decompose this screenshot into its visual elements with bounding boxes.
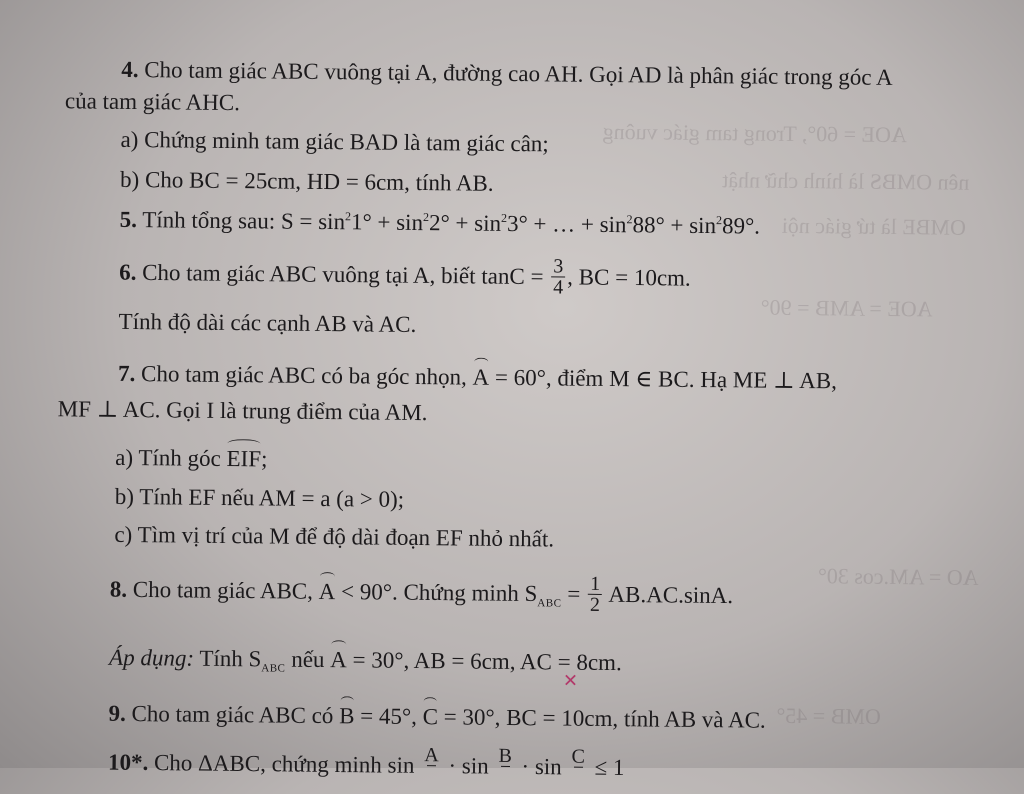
problem-text: Cho ΔABC, chứng minh sin	[153, 750, 415, 778]
problem-number: 4.	[121, 56, 139, 83]
pen-mark-icon: ✕	[562, 670, 579, 692]
show-through-text: OMBE là tứ giác nội	[781, 212, 967, 240]
problem-text: · sin	[448, 753, 489, 779]
problem-text: nếu	[291, 646, 325, 673]
problem-text: Cho tam giác ABC vuông tại A, đường cao AH. Gọi AD là phân giác trong góc A	[144, 57, 893, 90]
problem-text: Tính S	[199, 645, 262, 672]
problem-text: AB.AC.sinA.	[608, 581, 734, 609]
problem-text: của tam giác AHC.	[64, 88, 241, 116]
problem-text: Cho tam giác ABC có	[131, 701, 334, 729]
fraction-numerator: C	[571, 745, 586, 768]
problem-text: Cho tam giác ABC,	[132, 576, 314, 604]
problem-6-line-2	[118, 308, 416, 339]
problem-10	[108, 744, 625, 790]
problem-7-part-a	[115, 444, 268, 474]
problem-5	[120, 206, 761, 244]
problem-text: Tính tổng sau: S = sin	[142, 207, 346, 235]
fraction	[496, 746, 514, 787]
angle-symbol: A	[330, 647, 347, 673]
problem-7-part-b	[115, 483, 405, 514]
fraction-denominator	[573, 767, 582, 788]
term: 88° + sin	[632, 212, 717, 239]
exponent: 2	[716, 213, 723, 228]
fraction-numerator: A	[424, 744, 439, 767]
part-text: a) Tính góc	[115, 444, 221, 471]
angle-symbol: A	[318, 578, 336, 604]
problem-text: = 45°,	[360, 703, 418, 730]
part-text: b) Tính EF nếu AM = a (a > 0);	[114, 483, 405, 512]
show-through-text: AO = AM.cos 30°	[817, 563, 979, 590]
problem-text: , BC = 10cm.	[567, 264, 691, 291]
angle-symbol: B	[339, 703, 355, 729]
problem-text: · sin	[521, 753, 562, 780]
application-label: Áp dụng:	[108, 644, 195, 671]
fraction-numerator: B	[498, 744, 512, 768]
problem-number: 8.	[109, 576, 128, 602]
problem-text: Cho tam giác ABC có ba góc nhọn,	[140, 361, 467, 390]
fraction-numerator: 1	[590, 572, 601, 595]
term: 3° + … + sin	[506, 210, 627, 238]
problem-number: 10*.	[107, 749, 149, 775]
show-through-text: AOE = 60°, Trong tam giác vuông	[602, 118, 907, 148]
problem-text: Tính độ dài các cạnh AB và AC.	[118, 308, 417, 337]
show-through-text: nên OMBS là hình chữ nhật	[722, 167, 970, 195]
problem-text: = 30°, AB = 6cm, AC = 8cm.	[352, 647, 622, 676]
term: 1° + sin	[350, 209, 424, 236]
part-text: a) Chứng minh tam giác BAD là tam giác cân;	[120, 126, 549, 157]
angle-symbol: C	[422, 704, 439, 730]
fraction-denominator: 2	[589, 593, 601, 616]
angle-symbol: A	[472, 364, 490, 390]
subscript: ABC	[261, 662, 286, 675]
problem-4-line-2	[65, 87, 240, 117]
problem-4-part-a	[120, 126, 549, 158]
problem-text: = 30°, BC = 10cm, tính AB và AC.	[443, 704, 766, 733]
subscript: ABC	[537, 597, 562, 610]
problem-4-line-1	[121, 56, 893, 92]
part-text: b) Cho BC = 25cm, HD = 6cm, tính AB.	[119, 166, 494, 196]
problem-text: = 60°, điểm M ∈ BC. Hạ ME ⊥ AB,	[494, 364, 838, 394]
exponent: 2	[501, 210, 508, 225]
problem-text: < 90°. Chứng minh S	[340, 579, 538, 607]
problem-7-line-1	[118, 360, 837, 396]
fraction	[588, 574, 602, 615]
exponent: 2	[423, 210, 430, 225]
problem-6	[119, 254, 691, 301]
show-through-text: OMB = 45°	[776, 702, 881, 729]
fraction-denominator	[500, 766, 509, 787]
problem-text: =	[567, 581, 581, 607]
problem-8	[110, 571, 734, 619]
exponent: 2	[345, 209, 352, 224]
problem-number: 5.	[119, 206, 138, 233]
fraction-denominator: 4	[553, 276, 564, 299]
show-through-text: AOE = AMB = 90°	[760, 294, 933, 322]
term: 2° + sin	[428, 210, 502, 236]
part-text: ;	[260, 446, 268, 472]
exponent: 2	[626, 212, 633, 227]
problem-number: 7.	[117, 360, 136, 387]
problem-text: MF ⊥ AC. Gọi I là trung điểm của AM.	[57, 396, 428, 426]
problem-7-line-2	[58, 395, 428, 427]
problem-number: 6.	[119, 259, 137, 285]
problem-7-part-c	[114, 521, 554, 554]
problem-text: ≤ 1	[594, 754, 625, 780]
fraction-denominator	[427, 765, 436, 786]
problem-text: Cho tam giác ABC vuông tại A, biết tanC =	[142, 259, 544, 290]
part-text: c) Tìm vị trí của M để độ dài đoạn EF nhỏ nhất.	[114, 521, 555, 552]
fraction	[551, 256, 565, 297]
problem-9	[108, 700, 766, 735]
fraction	[569, 747, 587, 788]
angle-symbol: EIF	[226, 446, 262, 472]
fraction-numerator: 3	[553, 255, 564, 278]
fraction	[422, 745, 441, 786]
problem-4-part-b	[120, 166, 494, 198]
term: 89°.	[721, 213, 761, 239]
problem-number: 9.	[108, 700, 126, 726]
problem-8-application	[109, 644, 622, 681]
